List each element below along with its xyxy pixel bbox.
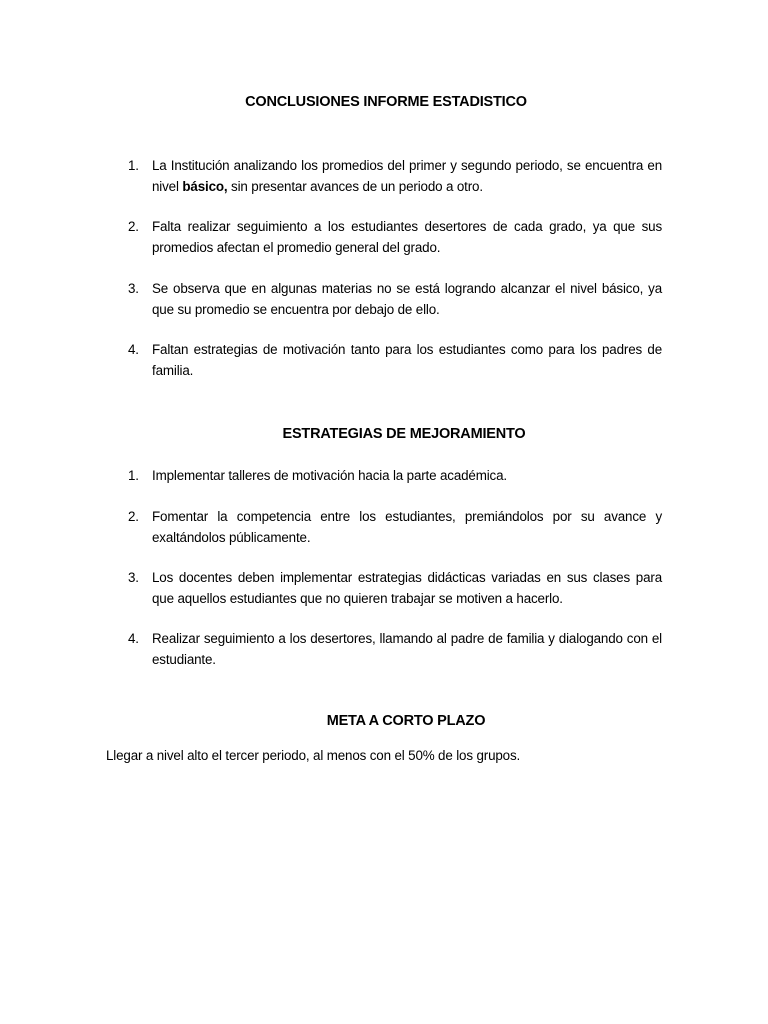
conclusion-item-1-text-start: La Institución analizando los promedios del primer y segundo periodo, se encuentra en nivel <box>152 158 662 194</box>
conclusion-item-1-text-end: sin presentar avances de un periodo a otro. <box>227 179 483 194</box>
conclusion-item-2 <box>128 216 662 258</box>
strategy-item-3-number: 3. <box>128 570 139 585</box>
conclusion-item-4-number: 4. <box>128 342 139 357</box>
strategy-item-2-text: Fomentar la competencia entre los estudiantes, premiándolos por su avance y exaltándolos públicamente. <box>152 509 662 545</box>
goal-text: Llegar a nivel alto el tercer periodo, al menos con el 50% de los grupos. <box>106 748 521 763</box>
conclusion-item-1-number: 1. <box>128 158 139 173</box>
strategy-item-3 <box>128 567 662 609</box>
strategies-title: ESTRATEGIAS DE MEJORAMIENTO <box>282 426 526 442</box>
conclusion-item-1 <box>128 155 662 197</box>
strategy-item-1-text: Implementar talleres de motivación hacia la parte académica. <box>152 468 507 483</box>
conclusion-item-3-text: Se observa que en algunas materias no se está logrando alcanzar el nivel básico, ya que su promedio se encuentra por debajo de ello. <box>152 281 662 317</box>
strategy-item-4-text: Realizar seguimiento a los desertores, llamando al padre de familia y dialogando con el estudiante. <box>152 631 662 667</box>
conclusion-item-3 <box>128 278 662 320</box>
strategy-item-3-text: Los docentes deben implementar estrategias didácticas variadas en sus clases para que aquellos estudiantes que no quieren trabajar se motiven a hacerlo. <box>152 570 662 606</box>
conclusion-item-2-text: Falta realizar seguimiento a los estudiantes desertores de cada grado, ya que sus promedios afectan el promedio general del grado. <box>152 219 662 255</box>
strategy-item-1 <box>128 465 662 486</box>
conclusion-item-4 <box>128 339 662 381</box>
strategy-item-4 <box>128 628 662 670</box>
strategy-item-4-number: 4. <box>128 631 139 646</box>
conclusion-item-1-text <box>152 155 662 197</box>
strategy-item-2 <box>128 506 662 548</box>
conclusion-item-3-number: 3. <box>128 281 139 296</box>
conclusions-title: CONCLUSIONES INFORME ESTADISTICO <box>245 94 527 110</box>
conclusion-item-1-bold-text: básico, <box>182 179 228 194</box>
strategy-item-2-number: 2. <box>128 509 139 524</box>
strategy-item-1-number: 1. <box>128 468 139 483</box>
goal-title: META A CORTO PLAZO <box>326 713 486 729</box>
conclusion-item-2-number: 2. <box>128 219 139 234</box>
conclusion-item-4-text: Faltan estrategias de motivación tanto para los estudiantes como para los padres de familia. <box>152 342 662 378</box>
